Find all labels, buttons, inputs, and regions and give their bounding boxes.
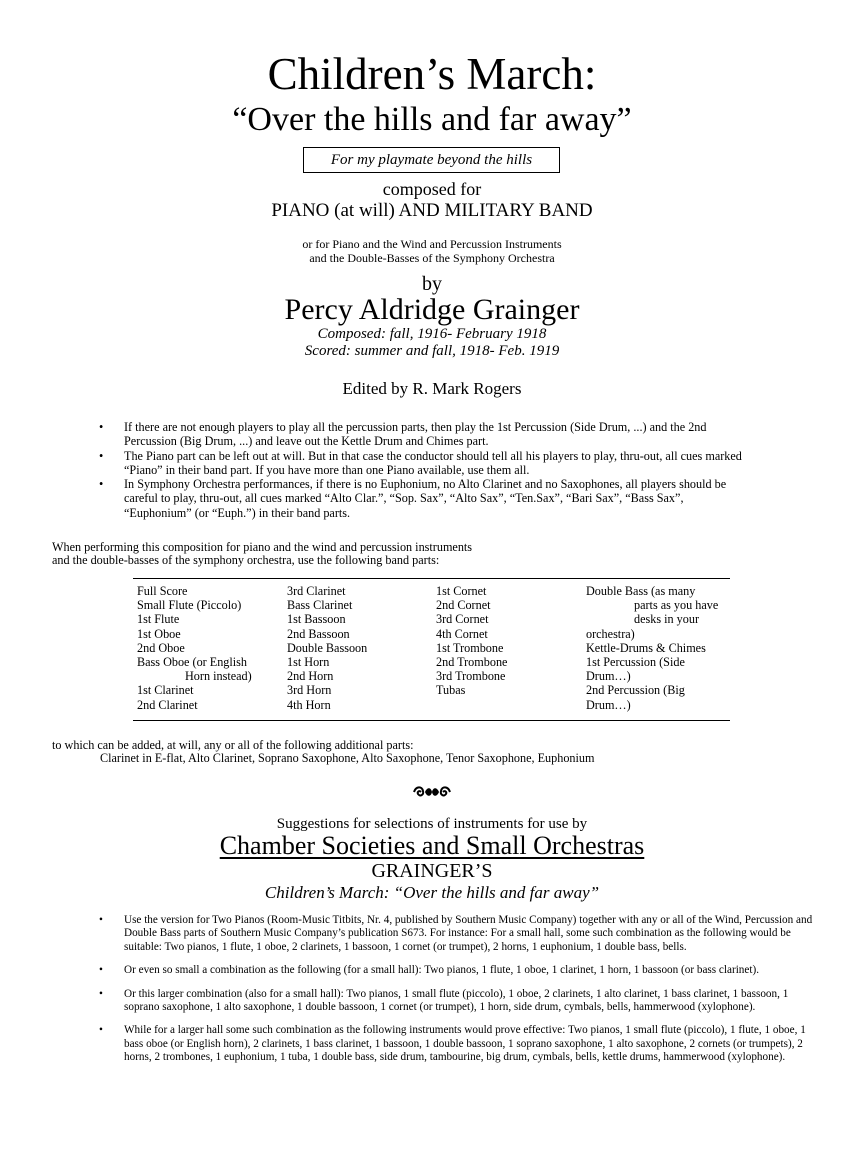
list-item	[99, 449, 749, 478]
part-name: 3rd Cornet	[436, 612, 489, 627]
suggestions-intro: Suggestions for selections of instruments for use by	[276, 816, 588, 832]
part-name: parts as you have	[634, 598, 719, 613]
bullet-icon: •	[99, 448, 104, 463]
editor-credit: Edited by R. Mark Rogers	[342, 379, 522, 398]
suggestion-text: Or even so small a combination as the following (for a small hall): Two pianos, 1 flute, 1 oboe, 1 clarinet, 1 horn, 1 bassoon (or bass clarinet).	[124, 964, 759, 977]
part-name: Full Score	[137, 584, 188, 598]
part-name: Bass Clarinet	[287, 598, 353, 613]
part-name: 1st Clarinet	[137, 683, 194, 698]
band-parts-table	[133, 578, 730, 721]
part-name: Double Bass (as many	[586, 584, 696, 598]
scored-date: Scored: summer and fall, 1918- Feb. 1919	[304, 343, 560, 359]
fleuron-ornament-icon	[412, 784, 452, 800]
bullet-icon: •	[99, 477, 104, 492]
part-name: 1st Oboe	[137, 626, 181, 641]
alternative-instrumentation-line-1: or for Piano and the Wind and Percussion Instruments	[302, 237, 562, 251]
part-name: Horn instead)	[185, 669, 252, 684]
part-name: 2nd Trombone	[436, 655, 508, 670]
composer-name: Percy Aldridge Grainger	[284, 293, 580, 326]
bullet-icon: •	[99, 1024, 103, 1037]
part-name: 4th Horn	[287, 697, 331, 712]
part-name: Tubas	[436, 683, 466, 698]
list-item	[99, 420, 749, 449]
march-title-italic: Children’s March: “Over the hills and far away”	[264, 883, 600, 902]
part-name: 4th Cornet	[436, 626, 488, 641]
parts-column-2	[287, 584, 367, 712]
part-name: 1st Cornet	[436, 584, 487, 598]
suggestions-list	[99, 914, 814, 1075]
list-item	[99, 1024, 814, 1064]
part-name: 3rd Trombone	[436, 669, 506, 684]
part-name: 3rd Clarinet	[287, 584, 346, 598]
bullet-icon: •	[99, 914, 103, 926]
note-text: If there are not enough players to play all the percussion parts, then play the 1st Percussion (Side Drum, ...) and the 2nd Percussion (Big Drum, ...) and leave out the Kettle Drum and Chimes part.	[124, 420, 707, 449]
list-item	[99, 964, 814, 977]
part-name: 1st Flute	[137, 612, 180, 627]
part-name: 1st Bassoon	[287, 612, 346, 627]
part-name: desks in your	[634, 612, 699, 627]
parts-column-1	[137, 584, 252, 712]
note-text: The Piano part can be left out at will. But in that case the conductor should tell all his players to play, thru-out, all cues marked “Piano” in their band part. If you have more than one Piano available, use them all.	[124, 448, 742, 477]
parts-column-3	[436, 584, 507, 698]
list-item	[99, 477, 749, 520]
bullet-icon: •	[99, 964, 103, 977]
bullet-icon: •	[99, 420, 104, 434]
list-item	[99, 914, 814, 954]
part-name: 2nd Oboe	[137, 640, 185, 655]
part-name: Kettle-Drums & Chimes	[586, 640, 706, 655]
chamber-heading-text: Chamber Societies and Small Orchestras	[219, 831, 645, 860]
composed-date: Composed: fall, 1916- February 1918	[317, 326, 547, 342]
part-name: Double Bassoon	[287, 640, 368, 655]
by-label: by	[422, 273, 442, 295]
chamber-heading	[0, 830, 864, 862]
part-name: 2nd Horn	[287, 669, 334, 684]
part-name: 1st Percussion (Side	[586, 655, 685, 670]
part-name: 2nd Bassoon	[287, 626, 350, 641]
bullet-icon: •	[99, 987, 103, 1000]
part-name: 2nd Cornet	[436, 598, 491, 613]
additional-parts-list: Clarinet in E-flat, Alto Clarinet, Soprano Saxophone, Alto Saxophone, Tenor Saxophone, Euphonium	[100, 751, 595, 765]
alternative-instrumentation-line-2: and the Double-Basses of the Symphony Orchestra	[309, 251, 555, 265]
suggestion-text: Use the version for Two Pianos (Room-Music Titbits, Nr. 4, published by Southern Music Company) together with any or all of the Wind, Percussion and Double Bass parts of Southern Music Company’s publication S673. For instance: For a small hall, some such combination as the following would be suitable: Two pianos, 1 flute, 1 oboe, 2 clarinets, 1 bassoon, 1 cornet (or trumpet), 2 horns, 1 euphonium, 1 double bass, bells.	[124, 914, 813, 953]
part-name: Drum…)	[586, 669, 631, 684]
additional-parts-intro: to which can be added, at will, any or all of the following additional parts:	[52, 738, 414, 752]
graingers-label: GRAINGER’S	[371, 860, 493, 882]
part-name: 1st Horn	[287, 655, 330, 670]
instrumentation-heading: PIANO (at will) AND MILITARY BAND	[271, 200, 593, 221]
list-item	[99, 988, 814, 1015]
suggestion-text: While for a larger hall some such combination as the following instruments would prove effective: Two pianos, 1 small flute (piccolo), 1 flute, 1 oboe, 1 bass oboe (or English horn), 2 clarinets, 1 bass clarinet, 1 bassoon, 1 double bassoon, 1 soprano saxophone, 1 alto saxophone, 2 cornets (or trumpets), 2 horns, 2 trombones, 1 euphonium, 1 tuba, 1 double bass, side drum, tambourine, big drum, cymbals, bells, kettle drums, hammerwood (xylophone).	[124, 1024, 806, 1064]
dedication-box: For my playmate beyond the hills	[303, 147, 560, 173]
performing-intro-line-2: and the double-basses of the symphony orchestra, use the following band parts:	[52, 553, 440, 567]
title-line-2: “Over the hills and far away”	[232, 101, 632, 138]
performing-intro-line-1: When performing this composition for piano and the wind and percussion instruments	[52, 540, 473, 554]
part-name: Bass Oboe (or English	[137, 655, 248, 670]
part-name: 2nd Percussion (Big	[586, 683, 685, 698]
title-line-1: Children’s March:	[267, 49, 597, 99]
part-name: Small Flute (Piccolo)	[137, 598, 242, 613]
performance-notes-list	[99, 420, 749, 520]
composed-for-label: composed for	[382, 179, 482, 199]
part-name: 1st Trombone	[436, 640, 504, 655]
part-name: Drum…)	[586, 697, 631, 712]
parts-column-4	[586, 584, 718, 712]
part-name: 3rd Horn	[287, 683, 332, 698]
part-name: 2nd Clarinet	[137, 697, 198, 712]
suggestion-text: Or this larger combination (also for a small hall): Two pianos, 1 small flute (piccolo), 1 oboe, 2 clarinets, 1 alto clarinet, 1 bass clarinet, 1 bassoon, 1 soprano saxophone, 1 alto saxophone, 1 double bassoon, 1 cornet (or trumpet), 1 horn, side drum, cymbals, bells, hammerwood (xylophone).	[124, 987, 789, 1014]
part-name: orchestra)	[586, 626, 635, 641]
note-text: In Symphony Orchestra performances, if there is no Euphonium, no Alto Clarinet and no Saxophones, all players should be careful to play, thru-out, all cues marked “Alto Clar.”, “Sop. Sax”, “Alto Sax”, “Ten.Sax”, “Bari Sax”, “Bass Sax”, “Euphonium” (or “Euph.”) in their band parts.	[124, 477, 727, 520]
